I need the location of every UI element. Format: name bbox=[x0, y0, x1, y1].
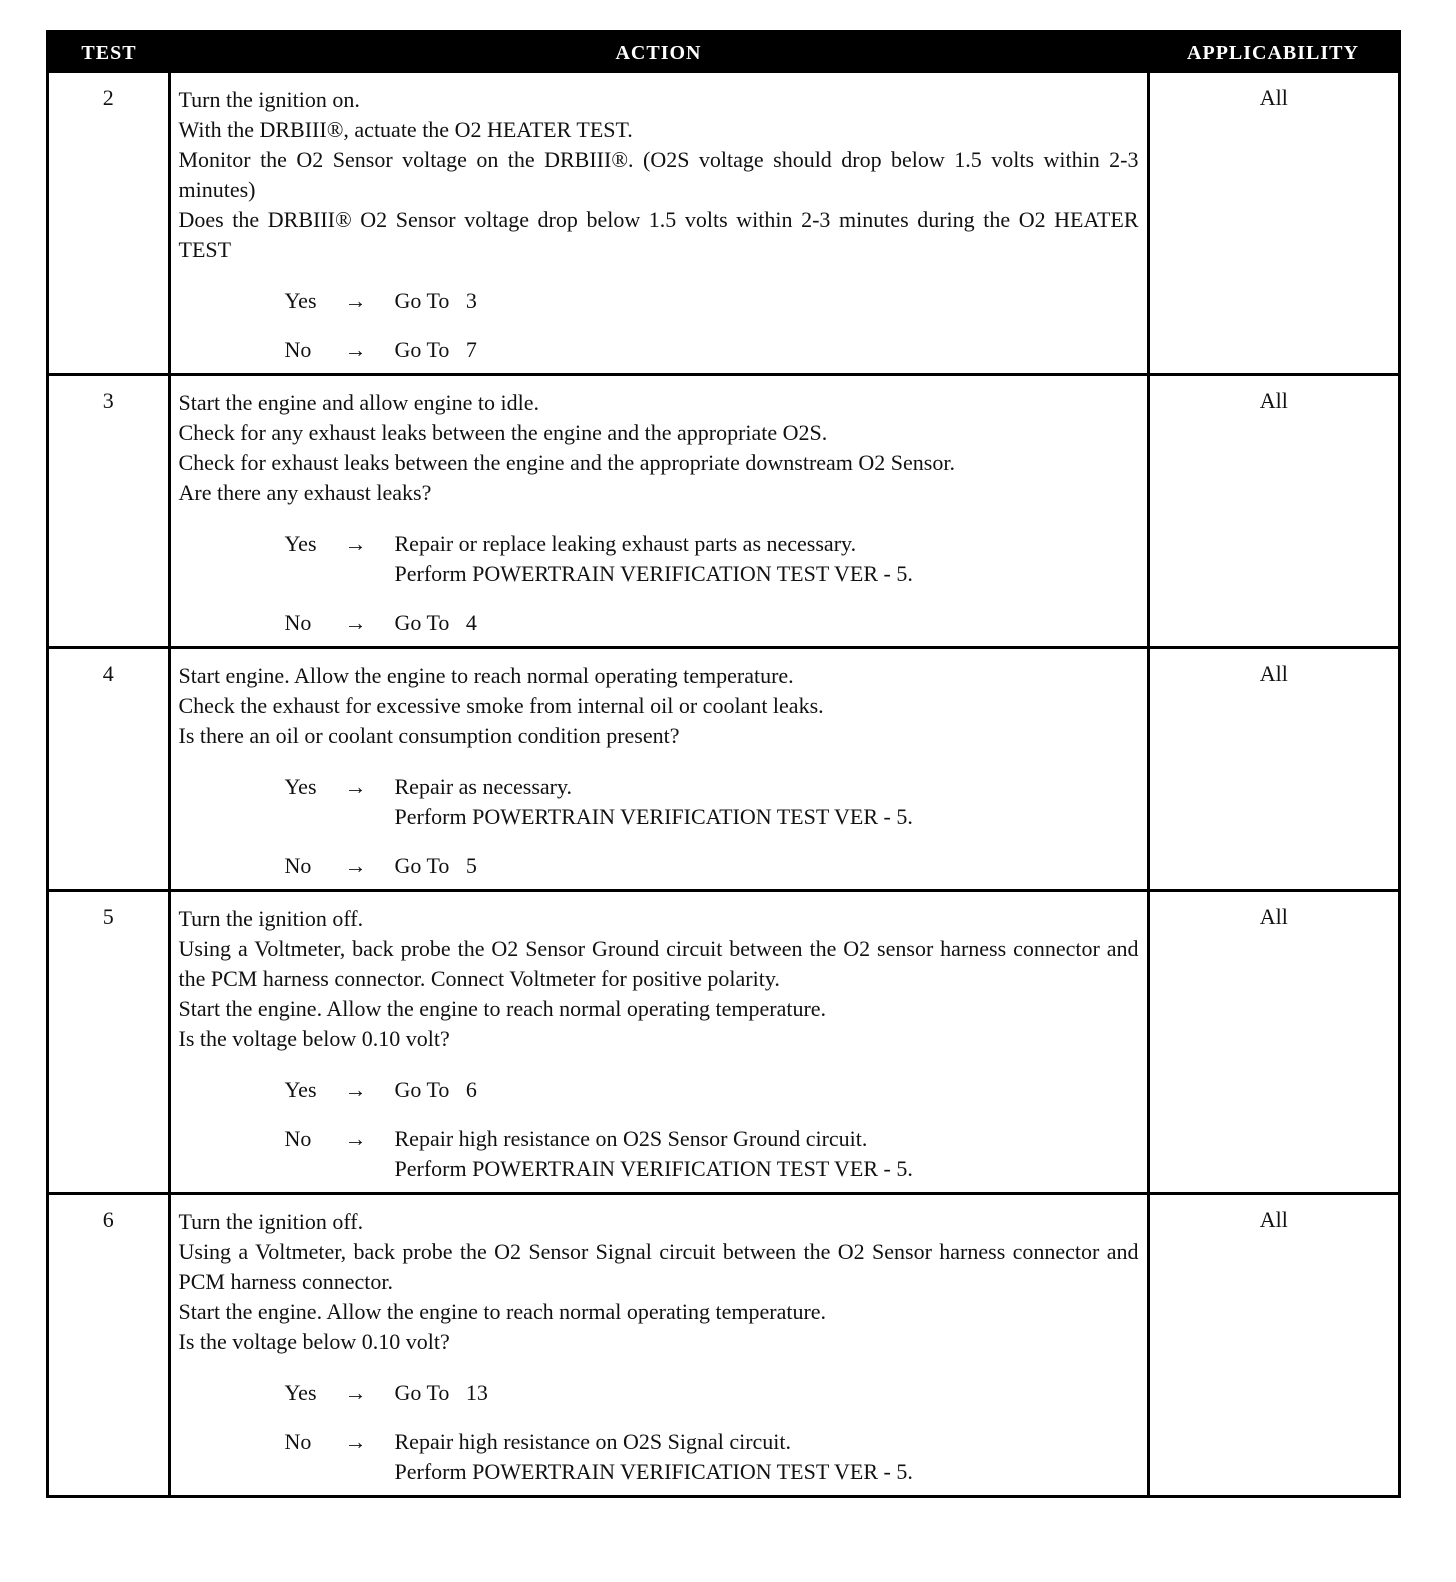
table-row bbox=[49, 648, 1398, 891]
diagnostic-test-table bbox=[46, 30, 1401, 1498]
applicability-value: All bbox=[1259, 85, 1288, 110]
branch-results bbox=[395, 1378, 1139, 1408]
table-row bbox=[49, 375, 1398, 648]
branch-label: No bbox=[284, 610, 312, 635]
branch-yes bbox=[179, 772, 1139, 832]
branch-label: No bbox=[284, 1429, 312, 1454]
action-cell bbox=[169, 1194, 1148, 1496]
action-instructions bbox=[179, 904, 1139, 1056]
action-instructions bbox=[179, 388, 1139, 510]
branch-results bbox=[395, 286, 1139, 316]
branch-no bbox=[179, 1427, 1139, 1487]
right-arrow-icon: → bbox=[344, 853, 367, 878]
right-arrow-icon: → bbox=[344, 1077, 367, 1102]
branch-label: Yes bbox=[284, 1077, 317, 1102]
action-line: Monitor the O2 Sensor voltage on the DRBIII®. (O2S voltage should drop below 1.5 volts within 2-3 minutes) bbox=[178, 147, 1139, 202]
action-cell bbox=[169, 648, 1148, 891]
right-arrow-icon: → bbox=[344, 1429, 367, 1454]
applicability-value: All bbox=[1148, 648, 1398, 891]
test-table bbox=[49, 33, 1398, 1495]
branch-results bbox=[395, 608, 1139, 638]
action-instructions bbox=[179, 661, 1139, 753]
action-line: Check for any exhaust leaks between the engine and the appropriate O2S. bbox=[178, 420, 828, 445]
action-line: Turn the ignition on. bbox=[178, 87, 360, 112]
table-body bbox=[49, 73, 1398, 1495]
action-instructions bbox=[179, 1207, 1139, 1359]
branch-results bbox=[395, 1427, 1139, 1487]
branch-label: No bbox=[284, 853, 312, 878]
right-arrow-icon: → bbox=[344, 288, 367, 313]
branch-no bbox=[179, 608, 1139, 638]
action-line: Turn the ignition off. bbox=[178, 1209, 364, 1234]
branch-yes bbox=[179, 529, 1139, 589]
test-number: 5 bbox=[49, 891, 169, 1194]
branch-yes bbox=[179, 286, 1139, 316]
branch-label: Yes bbox=[284, 774, 317, 799]
result-line: Go To 4 bbox=[394, 610, 477, 635]
result-line: Go To 13 bbox=[394, 1380, 488, 1405]
action-line: Start the engine. Allow the engine to reach normal operating temperature. bbox=[178, 996, 827, 1021]
test-number: 4 bbox=[49, 648, 169, 891]
action-cell bbox=[169, 73, 1148, 375]
action-line: Turn the ignition off. bbox=[178, 906, 364, 931]
action-line: Using a Voltmeter, back probe the O2 Sensor Ground circuit between the O2 sensor harness connector and the PCM harness connector. Connect Voltmeter for positive polarity. bbox=[178, 936, 1139, 991]
right-arrow-icon: → bbox=[344, 1126, 367, 1151]
result-line: Go To 7 bbox=[394, 337, 477, 362]
table-header bbox=[49, 33, 1398, 73]
right-arrow-icon: → bbox=[344, 1380, 367, 1405]
right-arrow-icon: → bbox=[344, 774, 367, 799]
result-line: Go To 3 bbox=[394, 288, 477, 313]
applicability-value: All bbox=[1148, 891, 1398, 1194]
branch-label: Yes bbox=[284, 531, 317, 556]
header-test: TEST bbox=[49, 33, 169, 73]
action-line: Start the engine and allow engine to idle. bbox=[178, 390, 539, 415]
header-applicability: APPLICABILITY bbox=[1148, 33, 1398, 73]
branch-label: Yes bbox=[284, 1380, 317, 1405]
action-line: Are there any exhaust leaks? bbox=[178, 480, 432, 505]
test-number: 2 bbox=[102, 85, 114, 110]
branch-no bbox=[179, 851, 1139, 881]
branch-label: No bbox=[284, 337, 312, 362]
right-arrow-icon: → bbox=[344, 337, 367, 362]
result-line: Go To 5 bbox=[394, 853, 477, 878]
branch-no bbox=[179, 335, 1139, 365]
result-line: Go To 6 bbox=[394, 1077, 477, 1102]
action-instructions bbox=[179, 85, 1139, 267]
action-line: Start engine. Allow the engine to reach normal operating temperature. bbox=[178, 663, 794, 688]
table-row bbox=[49, 73, 1398, 375]
result-line: Repair as necessary. bbox=[394, 774, 573, 799]
result-line: Perform POWERTRAIN VERIFICATION TEST VER - 5. bbox=[394, 561, 913, 586]
action-line: Is the voltage below 0.10 volt? bbox=[178, 1329, 450, 1354]
header-action: ACTION bbox=[169, 33, 1148, 73]
branch-results bbox=[395, 772, 1139, 832]
applicability-value: All bbox=[1148, 375, 1398, 648]
branch-yes bbox=[179, 1075, 1139, 1105]
branch-results bbox=[395, 1124, 1139, 1184]
result-line: Repair high resistance on O2S Signal circuit. bbox=[394, 1429, 792, 1454]
right-arrow-icon: → bbox=[344, 610, 367, 635]
action-line: Using a Voltmeter, back probe the O2 Sensor Signal circuit between the O2 Sensor harness connector and PCM harness connector. bbox=[178, 1239, 1139, 1294]
branch-results bbox=[395, 529, 1139, 589]
action-line: Check the exhaust for excessive smoke from internal oil or coolant leaks. bbox=[178, 693, 824, 718]
result-line: Perform POWERTRAIN VERIFICATION TEST VER - 5. bbox=[394, 1156, 913, 1181]
result-line: Repair or replace leaking exhaust parts as necessary. bbox=[394, 531, 857, 556]
action-line: With the DRBIII®, actuate the O2 HEATER TEST. bbox=[178, 117, 633, 142]
test-number: 3 bbox=[49, 375, 169, 648]
action-line: Is there an oil or coolant consumption condition present? bbox=[178, 723, 680, 748]
action-line: Start the engine. Allow the engine to reach normal operating temperature. bbox=[178, 1299, 827, 1324]
branch-results bbox=[395, 851, 1139, 881]
action-line: Is the voltage below 0.10 volt? bbox=[178, 1026, 450, 1051]
branch-label: Yes bbox=[284, 288, 317, 313]
branch-label: No bbox=[284, 1126, 312, 1151]
action-cell bbox=[169, 375, 1148, 648]
action-line: Does the DRBIII® O2 Sensor voltage drop below 1.5 volts within 2-3 minutes during the O2 HEATER TEST bbox=[178, 207, 1139, 262]
action-cell bbox=[169, 891, 1148, 1194]
result-line: Perform POWERTRAIN VERIFICATION TEST VER - 5. bbox=[394, 804, 913, 829]
result-line: Perform POWERTRAIN VERIFICATION TEST VER - 5. bbox=[394, 1459, 913, 1484]
table-row bbox=[49, 891, 1398, 1194]
table-row bbox=[49, 1194, 1398, 1496]
action-line: Check for exhaust leaks between the engine and the appropriate downstream O2 Sensor. bbox=[178, 450, 955, 475]
right-arrow-icon: → bbox=[344, 531, 367, 556]
branch-yes bbox=[179, 1378, 1139, 1408]
branch-results bbox=[395, 335, 1139, 365]
test-number: 6 bbox=[49, 1194, 169, 1496]
branch-no bbox=[179, 1124, 1139, 1184]
applicability-value: All bbox=[1148, 1194, 1398, 1496]
result-line: Repair high resistance on O2S Sensor Ground circuit. bbox=[394, 1126, 868, 1151]
branch-results bbox=[395, 1075, 1139, 1105]
